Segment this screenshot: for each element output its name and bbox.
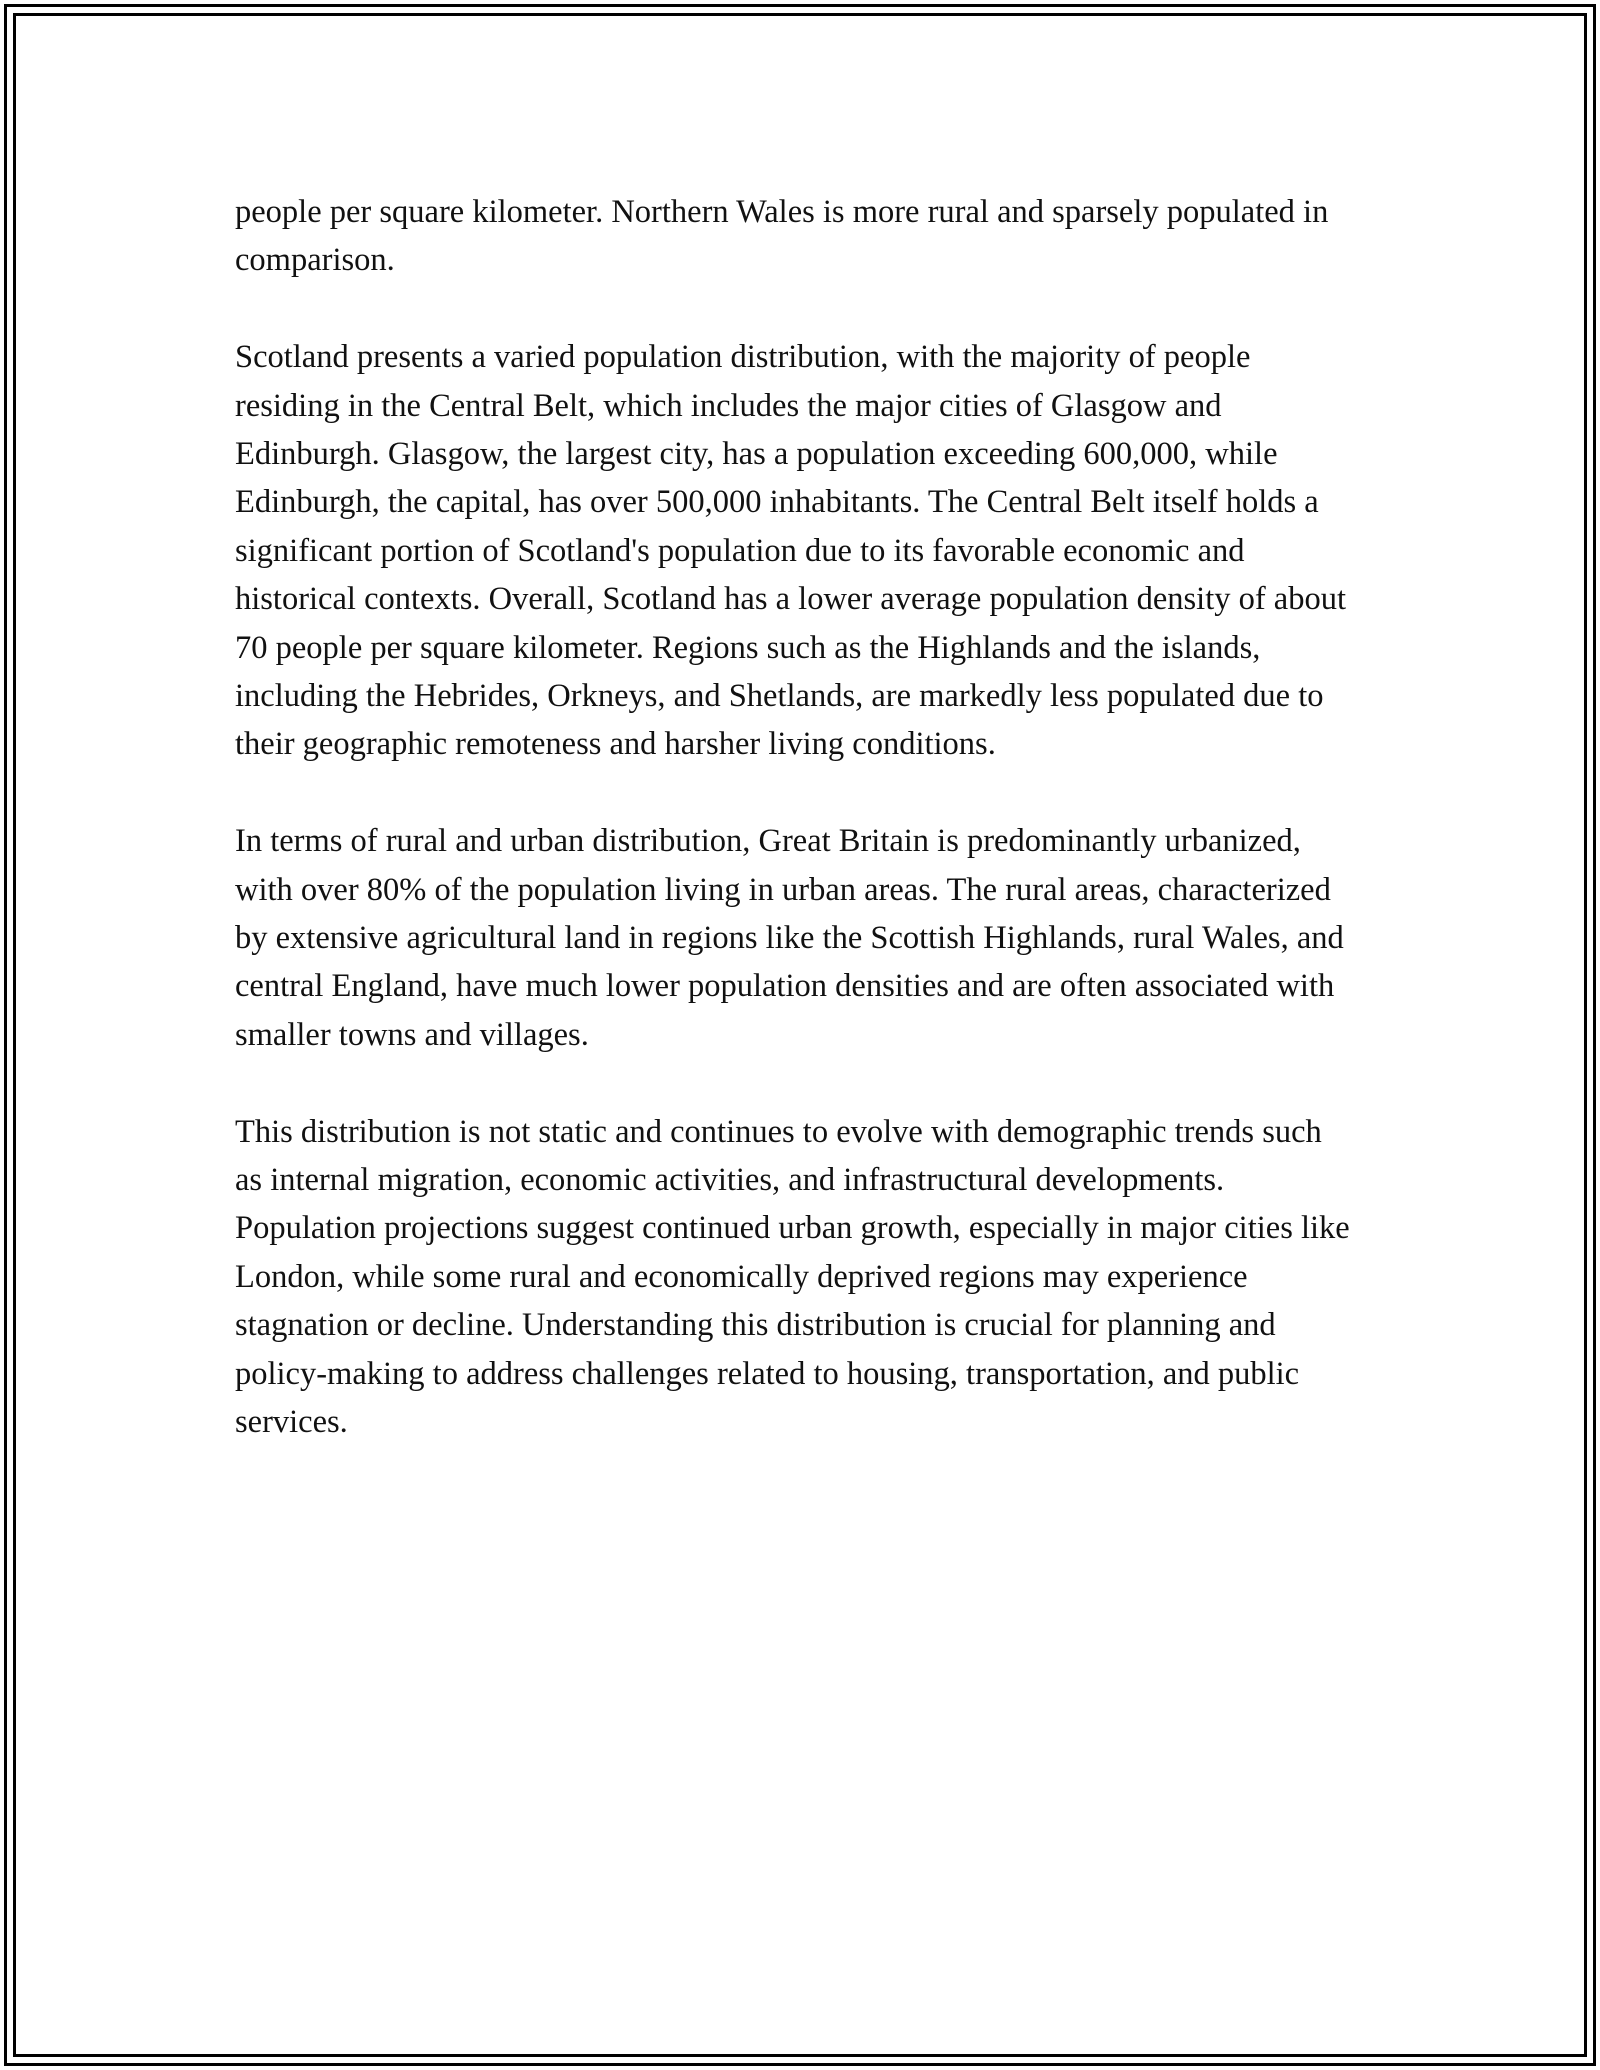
paragraph-wales-continuation: people per square kilometer. Northern Wales is more rural and sparsely populated in comparison.: [235, 194, 1329, 279]
paragraph-trends: This distribution is not static and continues to evolve with demographic trends such as internal migration, economic activities, and infrastructural developments. Population projections suggest continued urban growth, especially in major cities like London, while some rural and economically deprived regions may experience stagnation or decline. Understanding this distribution is crucial for planning and policy-making to address challenges related to housing, transportation, and public services.: [235, 1113, 1350, 1441]
document-body: [235, 188, 1355, 1447]
paragraph-scotland: Scotland presents a varied population distribution, with the majority of people residing in the Central Belt, which includes the major cities of Glasgow and Edinburgh. Glasgow, the largest city, has a population exceeding 600,000, while Edinburgh, the capital, has over 500,000 inhabitants. The Central Belt itself holds a significant portion of Scotland's population due to its favorable economic and historical contexts. Overall, Scotland has a lower average population density of about 70 people per square kilometer. Regions such as the Highlands and the islands, including the Hebrides, Orkneys, and Shetlands, are markedly less populated due to their geographic remoteness and harsher living conditions.: [235, 339, 1346, 763]
paragraph-rural-urban: In terms of rural and urban distribution, Great Britain is predominantly urbanized, with over 80% of the population living in urban areas. The rural areas, characterized by extensive agricultural land in regions like the Scottish Highlands, rural Wales, and central England, have much lower population densities and are often associated with smaller towns and villages.: [235, 823, 1344, 1053]
